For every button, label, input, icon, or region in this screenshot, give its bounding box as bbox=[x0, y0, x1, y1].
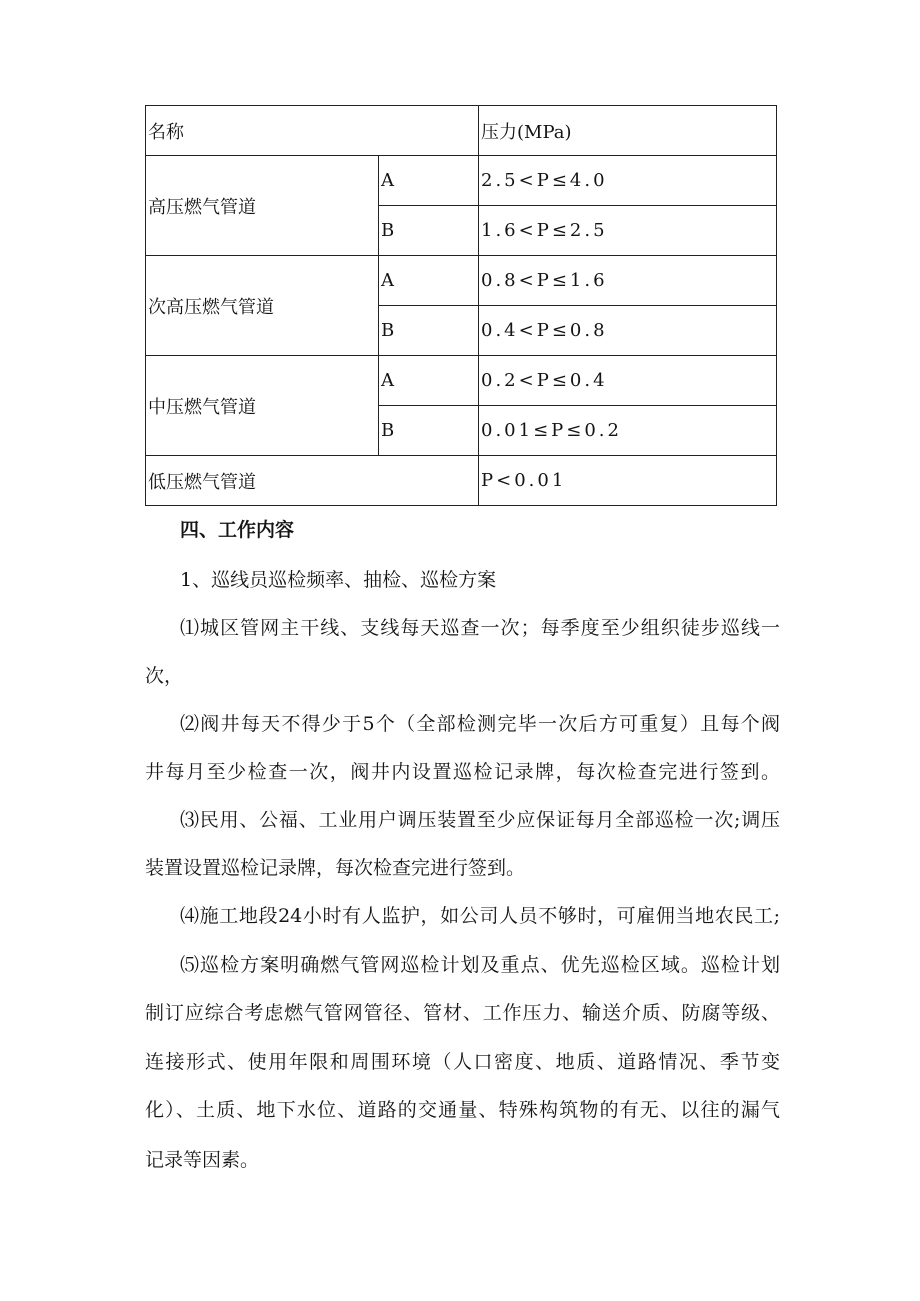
paragraph-line: ⑶民用、公福、工业用户调压装置至少应保证每月全部巡检一次;调压 bbox=[180, 809, 780, 831]
range-cell: 2.5<P≤4.0 bbox=[479, 156, 777, 206]
paragraph-line: ⑷施工地段24小时有人监护，如公司人员不够时，可雇佣当地农民工; bbox=[180, 905, 780, 927]
grade-cell: A bbox=[379, 356, 479, 406]
paragraph-line: 制订应综合考虑燃气管网管径、管材、工作压力、输送介质、防腐等级、 bbox=[145, 1002, 780, 1024]
grade-cell: B bbox=[379, 306, 479, 356]
group-name-cell: 次高压燃气管道 bbox=[146, 256, 379, 356]
range-cell: 1.6<P≤2.5 bbox=[479, 206, 777, 256]
range-cell: 0.8<P≤1.6 bbox=[479, 256, 777, 306]
paragraph-line: ⑸巡检方案明确燃气管网巡检计划及重点、优先巡检区域。巡检计划 bbox=[180, 954, 780, 976]
grade-cell: A bbox=[379, 156, 479, 206]
header-name-cell: 名称 bbox=[146, 106, 479, 156]
subheading: 1、巡线员巡检频率、抽检、巡检方案 bbox=[180, 569, 497, 591]
paragraph-line: 记录等因素。 bbox=[145, 1149, 260, 1171]
range-cell: 0.01≤P≤0.2 bbox=[479, 406, 777, 456]
paragraph-line: 连接形式、使用年限和周围环境（人口密度、地质、道路情况、季节变 bbox=[145, 1051, 780, 1073]
range-cell: 0.2<P≤0.4 bbox=[479, 356, 777, 406]
grade-cell: A bbox=[379, 256, 479, 306]
grade-cell: B bbox=[379, 406, 479, 456]
paragraph-line: ⑴城区管网主干线、支线每天巡查一次；每季度至少组织徒步巡线一 bbox=[180, 617, 780, 639]
section-heading: 四、工作内容 bbox=[180, 519, 295, 541]
paragraph-line: ⑵阀井每天不得少于5个（全部检测完毕一次后方可重复）且每个阀 bbox=[180, 713, 780, 735]
range-cell: 0.4<P≤0.8 bbox=[479, 306, 777, 356]
table-row bbox=[146, 256, 777, 306]
paragraph-line: 装置设置巡检记录牌，每次检查完进行签到。 bbox=[145, 857, 526, 879]
header-pressure-cell: 压力(MPa) bbox=[479, 106, 777, 156]
paragraph-line: 化）、土质、地下水位、道路的交通量、特殊构筑物的有无、以往的漏气 bbox=[145, 1099, 780, 1121]
range-cell: P<0.01 bbox=[479, 456, 777, 506]
pressure-classification-table bbox=[145, 105, 777, 506]
table-row bbox=[146, 456, 777, 506]
group-name-cell: 高压燃气管道 bbox=[146, 156, 379, 256]
grade-cell: B bbox=[379, 206, 479, 256]
table-row bbox=[146, 356, 777, 406]
group-name-cell: 低压燃气管道 bbox=[146, 456, 479, 506]
table-row bbox=[146, 156, 777, 206]
paragraph-line: 次， bbox=[145, 665, 184, 687]
paragraph-line: 井每月至少检查一次，阀井内设置巡检记录牌，每次检查完进行签到。 bbox=[145, 761, 780, 783]
table-header-row bbox=[146, 106, 777, 156]
group-name-cell: 中压燃气管道 bbox=[146, 356, 379, 456]
